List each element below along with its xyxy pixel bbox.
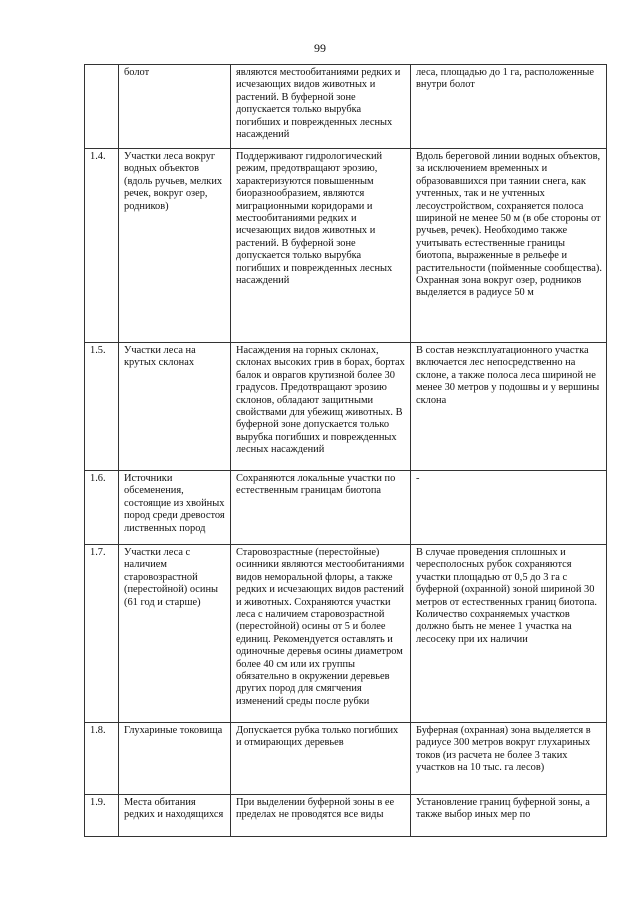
row-number: 1.8. [85,723,119,795]
area-name: Участки леса с наличием старовозрастной (перестойной) осины (61 год и старше) [119,545,231,723]
row-number: 1.5. [85,343,119,471]
area-rule: Вдоль береговой линии водных объектов, за исключением временных и образовавшихся при таянии снега, как учтенных, так и не учтенных лесоустройством, сохраняется полоса шириной не менее 50 м (в обе стороны от ручьев, речек). Необходимо также учитывать естественные границы биотопа, выраженные в рельефе и растительности (пойменные сообщества). Охранная зона вокруг озер, родников выделяется в радиусе 50 м [411,149,607,343]
table-row [85,723,607,795]
area-rule: - [411,471,607,545]
table-row [85,149,607,343]
area-rule: В случае проведения сплошных и чересполосных рубок сохраняются участки площадью от 0,5 до 3 га с буферной (охранной) зоной шириной 30 метров от естественных границ биотопа. Количество сохраняемых участков должно быть не менее 1 участка на лесосеку при их наличии [411,545,607,723]
area-name: Участки леса вокруг водных объектов (вдоль ручьев, мелких речек, вокруг озер, родников) [119,149,231,343]
protected-areas-table [84,64,607,837]
area-rule: Буферная (охранная) зона выделяется в радиусе 300 метров вокруг глухариных токов (из расчета не более 3 таких участков на 10 тыс. га лесов) [411,723,607,795]
area-name: Места обитания редких и находящихся [119,795,231,837]
area-description: Поддерживают гидрологический режим, предотвращают эрозию, характеризуются повышенным биоразнообразием, являются миграционными коридорами и местообитаниями редких и исчезающих видов животных и растений. В буферной зоне допускается только вырубка погибших и поврежденных лесных насаждений [231,149,411,343]
table-row [85,471,607,545]
area-description: являются местообитаниями редких и исчезающих видов животных и растений. В буферной зоне допускается только вырубка погибших и поврежденных лесных насаждений [231,65,411,149]
row-number: 1.4. [85,149,119,343]
area-rule: Установление границ буферной зоны, а также выбор иных мер по [411,795,607,837]
row-number: 1.9. [85,795,119,837]
area-description: При выделении буферной зоны в ее пределах не проводятся все виды [231,795,411,837]
row-number: 1.6. [85,471,119,545]
area-rule: леса, площадью до 1 га, расположенные внутри болот [411,65,607,149]
row-number [85,65,119,149]
area-description: Сохраняются локальные участки по естественным границам биотопа [231,471,411,545]
area-description: Насаждения на горных склонах, склонах высоких грив в борах, бортах балок и оврагов крутизной более 30 градусов. Предотвращают эрозию склонов, обладают защитными свойствами для убежищ животных. В буферной зоне допускается только вырубка погибших и поврежденных лесных насаждений [231,343,411,471]
table-row [85,545,607,723]
table-row [85,343,607,471]
area-description: Допускается рубка только погибших и отмирающих деревьев [231,723,411,795]
area-name: Участки леса на крутых склонах [119,343,231,471]
area-name: Источники обсеменения, состоящие из хвойных пород среди древостоя лиственных пород [119,471,231,545]
area-rule: В состав неэксплуатационного участка включается лес непосредственно на склоне, а также полоса леса шириной не менее 30 метров у подошвы и у вершины склона [411,343,607,471]
page-number: 99 [314,41,326,55]
area-name: Глухариные токовища [119,723,231,795]
table-row [85,795,607,837]
area-name: болот [119,65,231,149]
table-row [85,65,607,149]
row-number: 1.7. [85,545,119,723]
area-description: Старовозрастные (перестойные) осинники являются местообитаниями видов неморальной флоры, а также редких и исчезающих видов растений и животных. Сохраняются участки леса с наличием старовозрастной (перестойной) осины от 5 и более единиц. Рекомендуется оставлять и одиночные деревья осины диаметром более 40 см или их группы обязательно в окружении деревьев других пород для смягчения изменений среды после рубки [231,545,411,723]
